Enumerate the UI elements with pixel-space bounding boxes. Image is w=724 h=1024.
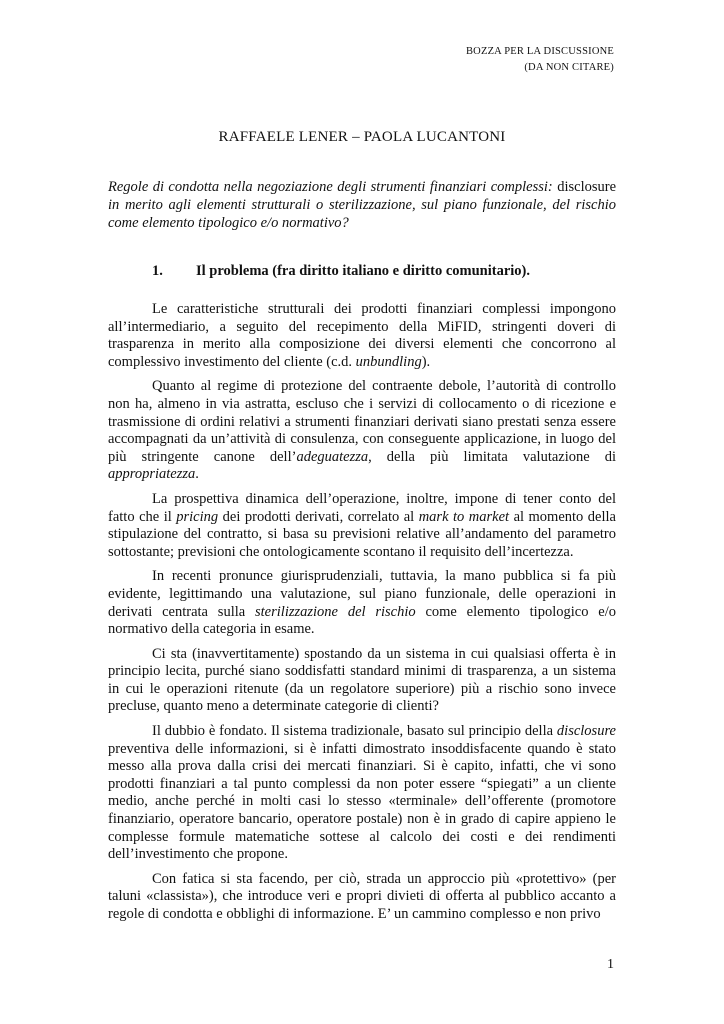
body-text	[108, 301, 616, 931]
title-part3: in merito agli elementi strutturali o sterilizzazione, sul piano funzionale, del rischio come elemento tipologico e/o normativo?	[108, 197, 616, 231]
draft-notice-line2: (DA NON CITARE)	[524, 62, 614, 73]
paragraph: Quanto al regime di protezione del contraente debole, l’autorità di controllo non ha, almeno in via astratta, escluso che i servizi di collocamento o di ricezione e trasmissione di ordini relativi a strumenti finanziari derivati siano prestati senza essere accompagnati da un’attività di consulenza, con conseguente applicazione, in luogo del più stringente canone dell’adeguatezza, della più limitata valutazione di appropriatezza.	[108, 378, 617, 483]
section-number: 1.	[152, 263, 163, 279]
authors: RAFFAELE LENER – PAOLA LUCANTONI	[218, 129, 506, 145]
page-number: 1	[607, 957, 614, 972]
paragraph: Ci sta (inavvertitamente) spostando da un sistema in cui qualsiasi offerta è in principio lecita, purché siano soddisfatti standard minimi di trasparenza, a un sistema in cui le operazioni ritenute (da un regolatore superiore) più a rischio sono invece precluse, quanto meno a determinate categorie di clienti?	[108, 645, 616, 715]
paragraph: La prospettiva dinamica dell’operazione, inoltre, impone di tener conto del fatto che il pricing dei prodotti derivati, correlato al mark to market al momento della stipulazione del contratto, si basa su previsioni relative all’andamento del parametro sottostante; previsioni che ontologicamente scontano il requisito dell’incertezza.	[108, 490, 616, 560]
paragraph: Con fatica si sta facendo, per ciò, strada un approccio più «protettivo» (per taluni «classista»), che introduce veri e propri divieti di offerta al pubblico accanto a regole di condotta e obblighi di informazione. E’ un cammino complesso e non privo	[108, 870, 616, 922]
section-heading	[152, 263, 530, 280]
title-part2: disclosure	[552, 179, 617, 195]
paragraph: Il dubbio è fondato. Il sistema tradizionale, basato sul principio della disclosure preventiva delle informazioni, si è infatti dimostrato insoddisfacente quando è stato messo alla prova dalla crisi dei mercati finanziari. Si è capito, infatti, che vi sono prodotti finanziari a tal punto complessi da non poter essere “spiegati” a un cliente medio, anche perché in molti casi lo stesso «terminale» dell’offerente (promotore finanziario, operatore bancario, operatore postale) non è in grado di capire appieno le complesse formule matematiche sottese al calcolo dei costi e dei rendimenti dell’investimento che propone.	[108, 723, 616, 863]
paragraph: In recenti pronunce giurisprudenziali, tuttavia, la mano pubblica si fa più evidente, legittimando una valutazione, sul piano funzionale, delle operazioni in derivati centrata sulla sterilizzazione del rischio come elemento tipologico e/o normativo della categoria in esame.	[108, 568, 616, 638]
draft-notice	[466, 44, 614, 76]
paragraph: Le caratteristiche strutturali dei prodotti finanziari complessi impongono all’intermediario, a seguito del recepimento della MiFID, stringenti doveri di trasparenza in merito alla composizione dei diversi elementi che concorrono al complessivo investimento del cliente (c.d. unbundling).	[108, 301, 616, 370]
section-title: Il problema (fra diritto italiano e diritto comunitario).	[196, 263, 530, 279]
paper-title	[108, 178, 616, 232]
title-part1: Regole di condotta nella negoziazione degli strumenti finanziari complessi:	[108, 179, 553, 195]
draft-notice-line1: BOZZA PER LA DISCUSSIONE	[465, 46, 614, 57]
